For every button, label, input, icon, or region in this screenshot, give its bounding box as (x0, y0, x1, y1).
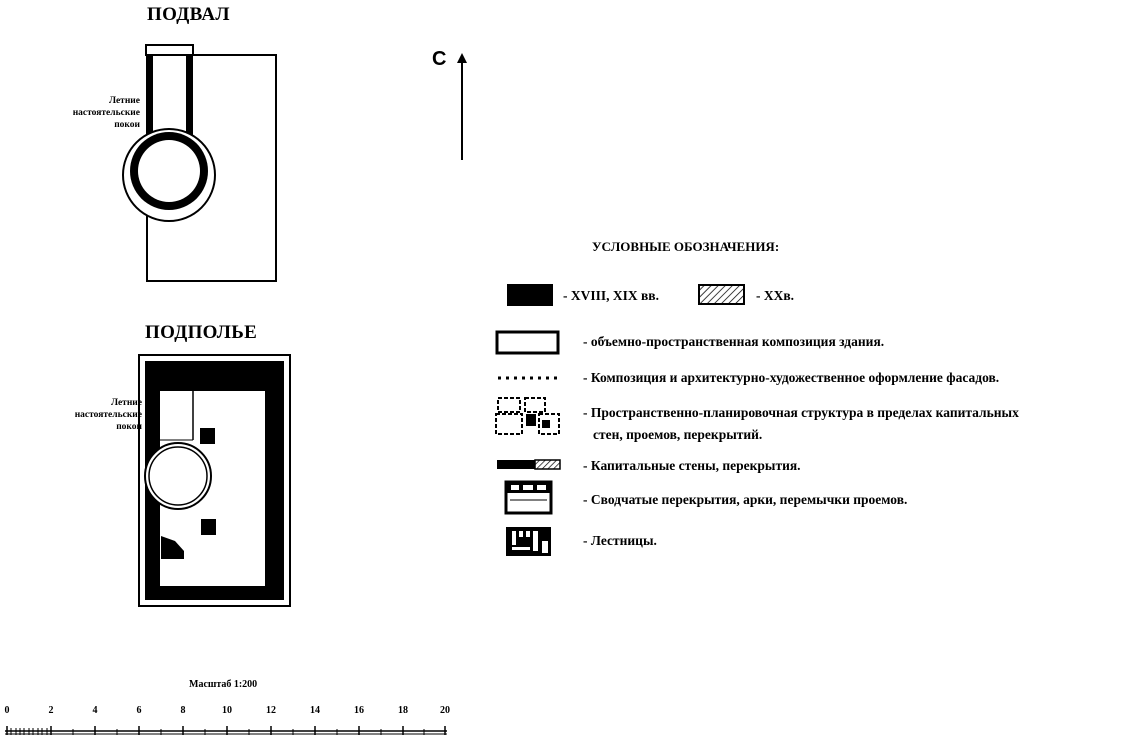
legend-swatch-stairs-icon (504, 525, 554, 558)
north-letter: С (432, 48, 447, 70)
basement-label-line: настоятельские (72, 108, 140, 118)
legend-swatch-volume-composition (495, 330, 561, 356)
basement-title: ПОДВАЛ (147, 4, 230, 25)
scale-tick-label: 0 (4, 705, 10, 716)
legend-swatch-18-19c (507, 284, 553, 306)
basement-label-line: покои (114, 120, 140, 130)
legend-swatch-20c (698, 284, 746, 306)
legend-swatch-facade-dotted (496, 373, 562, 383)
legend-item-planning-line1: - Пространственно-планировочная структура в пределах капитальных (583, 405, 1019, 420)
north-arrow-icon (450, 50, 474, 165)
scale-tick-labels (0, 705, 460, 719)
scale-tick-label: 16 (354, 705, 364, 716)
subfloor-wall-stub (151, 520, 160, 534)
scale-tick-label: 6 (136, 705, 142, 716)
legend-period-20c: - XXв. (756, 288, 795, 303)
legend-item-volume-composition: - объемно-пространственная композиция здания. (583, 334, 885, 349)
subfloor-label-line: Летние (110, 398, 142, 408)
scale-tick-label: 10 (222, 705, 232, 716)
scale-tick-label: 14 (310, 705, 320, 716)
scale-tick-label: 20 (440, 705, 450, 716)
subfloor-plan-drawing (0, 0, 330, 620)
subfloor-wall-stub (151, 428, 160, 442)
scale-tick-label: 8 (180, 705, 186, 716)
scale-tick-label: 2 (48, 705, 54, 716)
subfloor-label-line: покои (116, 422, 142, 432)
scale-title: Масштаб 1:200 (189, 679, 258, 690)
subfloor-pillar (201, 519, 216, 535)
subfloor-pillar (200, 428, 215, 444)
scale-bar (0, 720, 460, 736)
legend-title: УСЛОВНЫЕ ОБОЗНАЧЕНИЯ: (592, 239, 780, 254)
subfloor-round-outer (145, 443, 211, 509)
legend-item-facade: - Композиция и архитектурно-художественное оформление фасадов. (583, 370, 1000, 385)
legend-period-18-19c: - XVIII, XIX вв. (563, 288, 659, 303)
legend-item-capital-walls: - Капитальные стены, перекрытия. (583, 458, 801, 473)
legend-item-stairs: - Лестницы. (583, 533, 657, 548)
subfloor-title: ПОДПОЛЬЕ (145, 322, 258, 343)
legend-item-planning-line2: стен, проемов, перекрытий. (593, 427, 763, 442)
legend-swatch-capital-walls (496, 458, 564, 472)
scale-tick-label: 4 (92, 705, 98, 716)
basement-label-line: Летние (108, 96, 140, 106)
legend-item-vaults: - Сводчатые перекрытия, арки, перемычки проемов. (583, 492, 908, 507)
legend-swatch-vaults (504, 480, 554, 516)
subfloor-label-line: настоятельские (74, 410, 142, 420)
scale-tick-label: 12 (266, 705, 276, 716)
legend-swatch-planning-structure (493, 396, 561, 438)
scale-tick-label: 18 (398, 705, 408, 716)
